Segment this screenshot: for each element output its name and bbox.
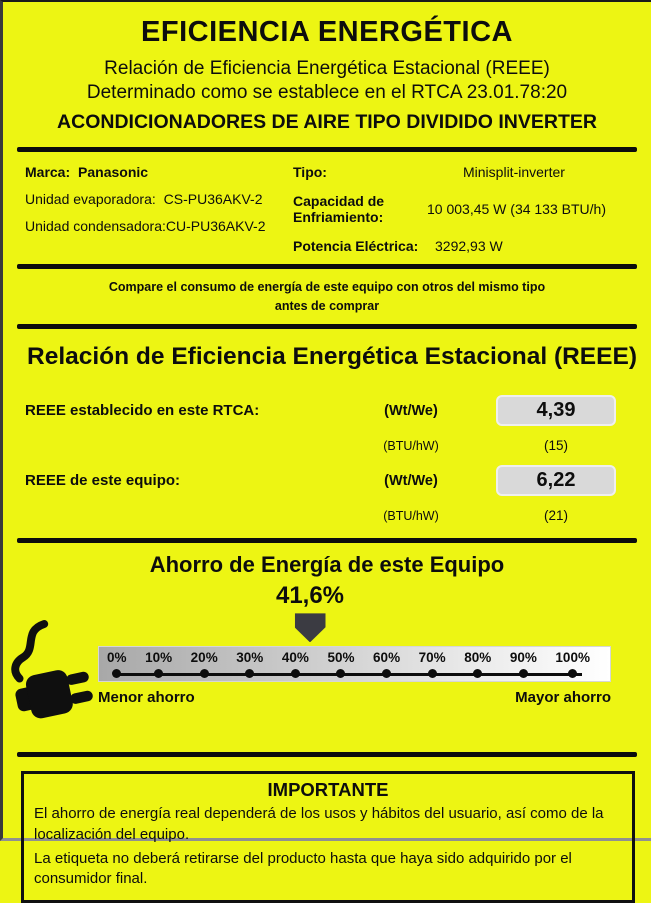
condenser-value: CU-PU36AKV-2 xyxy=(165,217,266,234)
reee-equipo-label: REEE de este equipo: xyxy=(25,472,181,490)
tick-dot xyxy=(519,669,528,678)
scale-tick xyxy=(464,651,491,681)
savings-section-heading: Ahorro de Energía de este Equipo xyxy=(149,552,505,578)
compare-notice-line-1: Compare el consumo de energía de este equipo con otros del mismo tipo xyxy=(108,279,546,294)
savings-marker xyxy=(276,582,344,642)
reee-equipo-value-secondary: (21) xyxy=(543,508,568,524)
scale-min-max-labels xyxy=(98,689,611,706)
divider xyxy=(17,752,637,757)
page-title: EFICIENCIA ENERGÉTICA xyxy=(141,16,513,48)
savings-percentage: 41,6% xyxy=(275,582,345,610)
tick-label: 30% xyxy=(236,650,264,666)
important-notice-box xyxy=(21,771,635,903)
reee-values-table xyxy=(25,395,641,523)
divider xyxy=(17,538,637,543)
tick-dot xyxy=(112,669,121,678)
product-info-section xyxy=(3,152,651,264)
tick-dot xyxy=(473,669,482,678)
divider xyxy=(17,324,637,329)
savings-scale-section xyxy=(3,580,651,742)
tick-dot xyxy=(200,669,209,678)
tick-dot xyxy=(154,669,163,678)
reee-rtca-unit-secondary: (BTU/hW) xyxy=(383,438,439,453)
product-info-right xyxy=(293,164,639,254)
compare-notice-line-2: antes de comprar xyxy=(274,299,380,313)
capacity-value: 10 003,45 W (34 133 BTU/h) xyxy=(427,200,606,217)
condenser-label: Unidad condensadora: xyxy=(25,217,166,234)
tick-label: 100% xyxy=(555,650,590,666)
brand-value: Panasonic xyxy=(78,163,149,180)
reee-rtca-value-secondary: (15) xyxy=(543,438,568,454)
marker-arrow-down-icon xyxy=(295,613,326,642)
min-savings-label: Menor ahorro xyxy=(98,689,195,707)
scale-tick xyxy=(510,651,537,681)
tick-label: 40% xyxy=(281,650,309,666)
scale-tick xyxy=(419,651,446,681)
max-savings-label: Mayor ahorro xyxy=(515,689,611,707)
type-label: Tipo: xyxy=(293,163,327,180)
important-paragraph-1: El ahorro de energía real dependerá de los usos y hábitos del usuario, así como de la localización del equipo. xyxy=(34,805,604,844)
reee-equipo-unit-primary: (Wt/We) xyxy=(384,472,438,489)
scale-tick xyxy=(145,651,172,681)
reee-section-heading: Relación de Eficiencia Energética Estacional (REEE) xyxy=(27,343,637,371)
tick-label: 60% xyxy=(373,650,401,666)
tick-label: 0% xyxy=(107,650,127,666)
condenser-row xyxy=(25,218,293,234)
label-header xyxy=(3,2,651,134)
savings-scale-area xyxy=(98,580,611,706)
subtitle-line-1: Relación de Eficiencia Energética Estacional (REEE) xyxy=(104,58,550,79)
reee-rtca-label: REEE establecido en este RTCA: xyxy=(25,402,260,420)
reee-rtca-unit-primary: (Wt/We) xyxy=(384,402,438,419)
scale-tick xyxy=(373,651,400,681)
header-subtitle xyxy=(3,57,651,106)
tick-label: 90% xyxy=(509,650,537,666)
brand-row xyxy=(25,164,293,180)
tick-dot xyxy=(382,669,391,678)
tick-label: 50% xyxy=(327,650,355,666)
scale-tick xyxy=(282,651,309,681)
scale-ticks xyxy=(99,647,610,681)
tick-label: 10% xyxy=(145,650,173,666)
power-value: 3292,93 W xyxy=(435,237,503,254)
appliance-category: ACONDICIONADORES DE AIRE TIPO DIVIDIDO INVERTER xyxy=(57,110,597,133)
important-heading: IMPORTANTE xyxy=(267,779,389,801)
savings-gradient-bar xyxy=(98,646,611,682)
scale-tick xyxy=(191,651,218,681)
tick-label: 70% xyxy=(418,650,446,666)
tick-dot xyxy=(428,669,437,678)
scale-tick xyxy=(236,651,263,681)
tick-label: 80% xyxy=(464,650,492,666)
reee-equipo-value-box: 6,22 xyxy=(496,465,616,496)
capacity-label: Capacidad de Enfriamiento: xyxy=(293,192,385,225)
power-plug-icon xyxy=(9,616,97,734)
evaporator-value: CS-PU36AKV-2 xyxy=(163,190,263,207)
evaporator-label: Unidad evaporadora: xyxy=(25,190,156,207)
subtitle-line-2: Determinado como se establece en el RTCA 23.01.78:20 xyxy=(86,82,568,104)
tick-dot xyxy=(568,669,577,678)
tick-dot xyxy=(245,669,254,678)
evaporator-row xyxy=(25,191,293,207)
scale-tick xyxy=(107,651,127,681)
scale-tick xyxy=(555,651,590,681)
brand-label: Marca: xyxy=(25,163,71,180)
tick-label: 20% xyxy=(190,650,218,666)
power-label: Potencia Eléctrica: xyxy=(293,237,419,254)
tick-dot xyxy=(291,669,300,678)
important-paragraph-2: La etiqueta no deberá retirarse del producto hasta que haya sido adquirido por el consumidor final. xyxy=(34,849,572,888)
type-value: Minisplit-inverter xyxy=(463,163,565,180)
reee-rtca-value-box: 4,39 xyxy=(496,395,616,426)
tick-dot xyxy=(336,669,345,678)
scale-tick xyxy=(327,651,354,681)
compare-notice xyxy=(3,269,651,325)
reee-equipo-unit-secondary: (BTU/hW) xyxy=(383,508,439,523)
product-info-left xyxy=(25,164,293,254)
